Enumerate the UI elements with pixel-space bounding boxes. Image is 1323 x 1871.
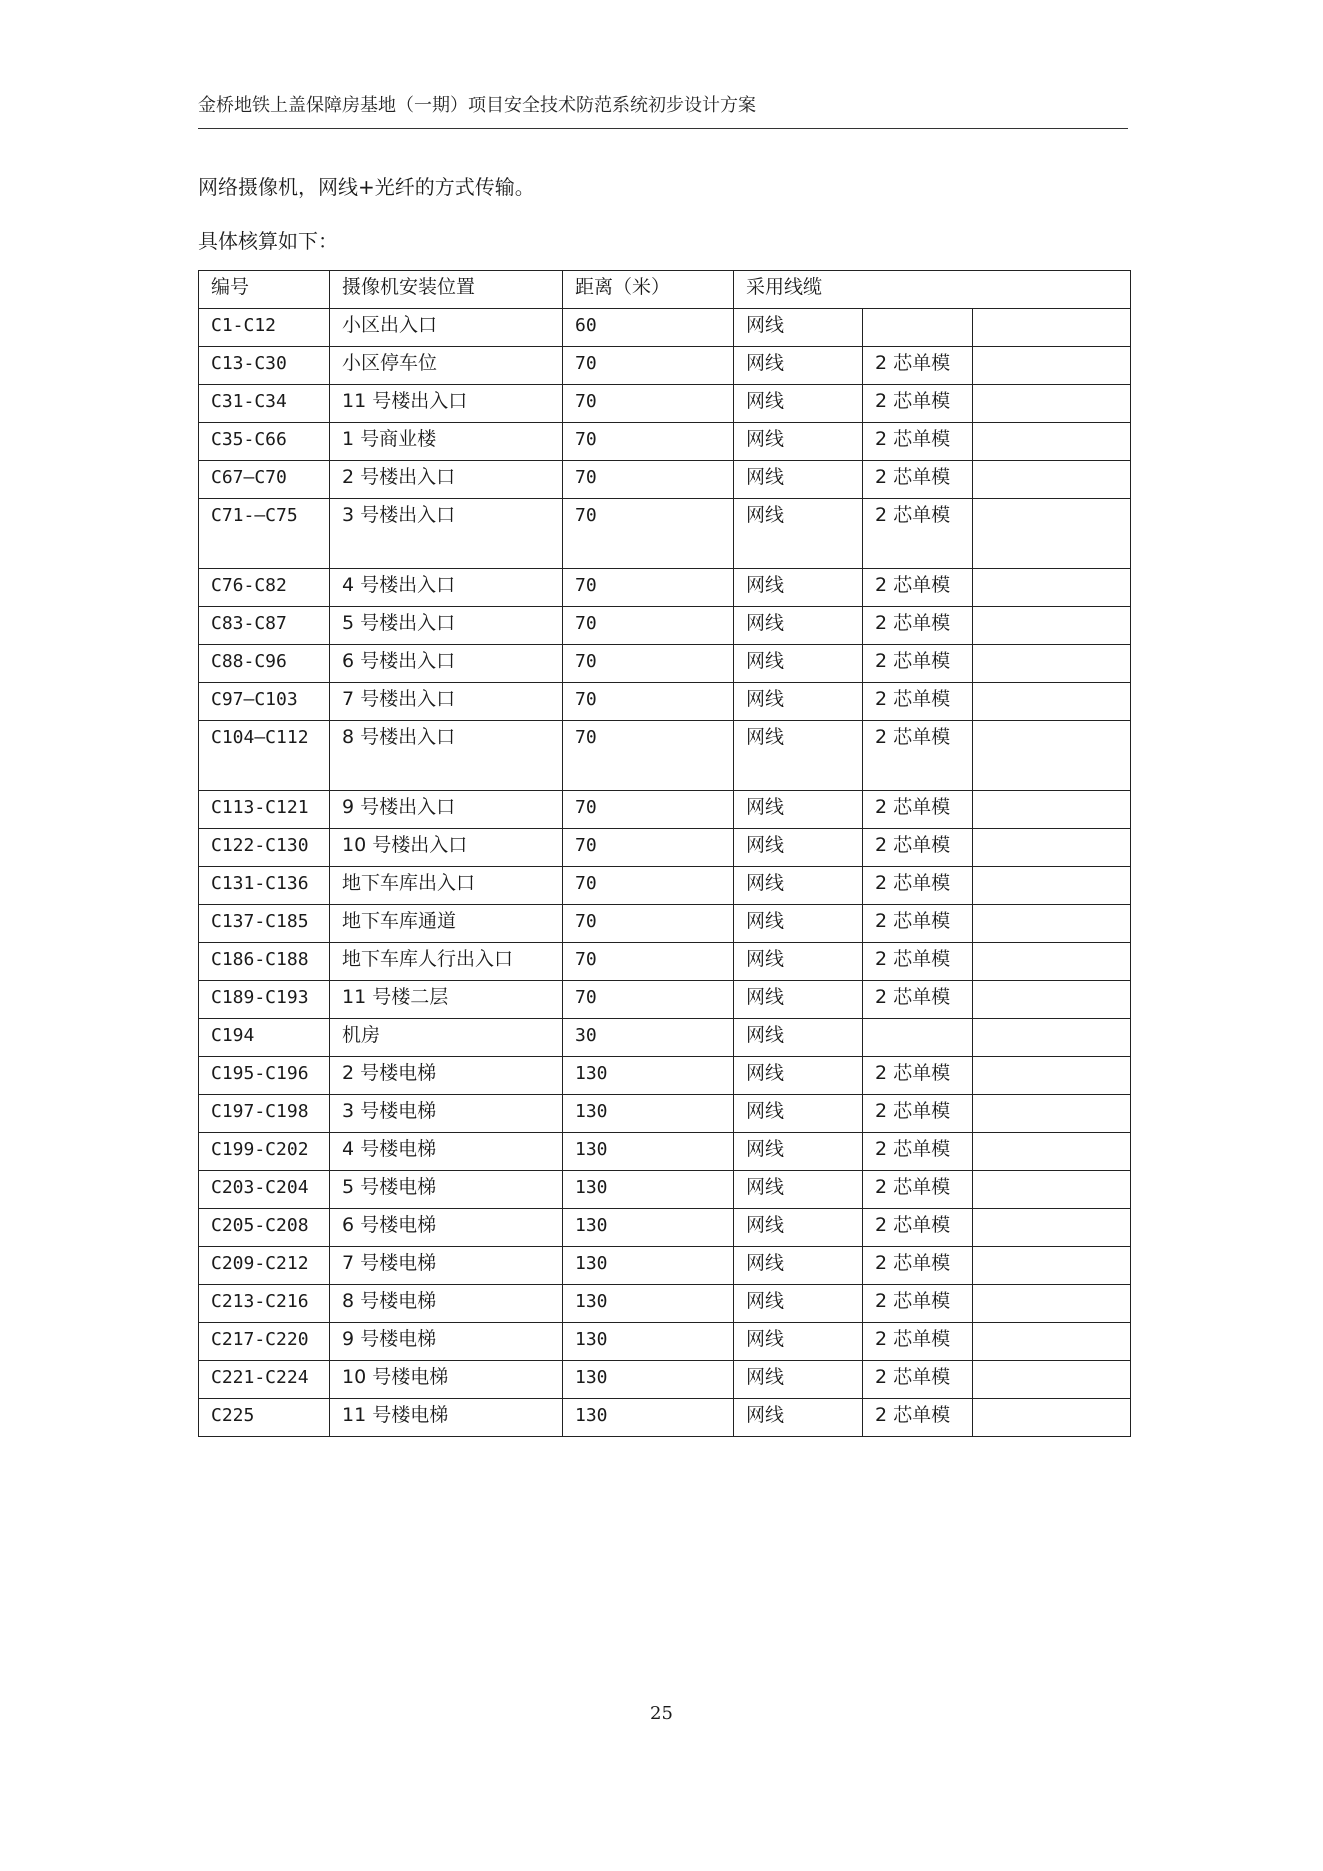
cell-fiber: 2 芯单模	[863, 1133, 973, 1171]
intro-paragraph: 网络摄像机，网线+光纤的方式传输。	[198, 175, 535, 199]
cell-empty	[973, 423, 1131, 461]
cell-location: 地下车库通道	[330, 905, 563, 943]
cell-cable: 网线	[734, 347, 863, 385]
cell-empty	[973, 309, 1131, 347]
cell-fiber: 2 芯单模	[863, 461, 973, 499]
table-row	[199, 645, 1131, 683]
cell-empty	[973, 721, 1131, 791]
cell-empty	[973, 829, 1131, 867]
cell-distance: 130	[563, 1095, 734, 1133]
cell-code: C213-C216	[199, 1285, 330, 1323]
table-row	[199, 1247, 1131, 1285]
cell-distance: 70	[563, 905, 734, 943]
cell-cable: 网线	[734, 385, 863, 423]
cell-location: 4 号楼出入口	[330, 569, 563, 607]
table-row	[199, 569, 1131, 607]
cell-fiber: 2 芯单模	[863, 1095, 973, 1133]
cell-code: C31-C34	[199, 385, 330, 423]
cell-empty	[973, 867, 1131, 905]
table-row	[199, 1399, 1131, 1437]
cell-location: 5 号楼出入口	[330, 607, 563, 645]
cell-code: C225	[199, 1399, 330, 1437]
cell-distance: 70	[563, 607, 734, 645]
cell-code: C97—C103	[199, 683, 330, 721]
cell-location: 10 号楼出入口	[330, 829, 563, 867]
cell-distance: 70	[563, 385, 734, 423]
cell-fiber: 2 芯单模	[863, 791, 973, 829]
cell-distance: 130	[563, 1133, 734, 1171]
cell-cable: 网线	[734, 721, 863, 791]
table-row	[199, 721, 1131, 791]
table-row	[199, 499, 1131, 569]
cell-code: C137-C185	[199, 905, 330, 943]
cell-distance: 70	[563, 423, 734, 461]
cell-cable: 网线	[734, 499, 863, 569]
cell-fiber	[863, 309, 973, 347]
cell-empty	[973, 569, 1131, 607]
cell-location: 小区出入口	[330, 309, 563, 347]
table-body	[199, 309, 1131, 1437]
cell-location: 机房	[330, 1019, 563, 1057]
cell-cable: 网线	[734, 1019, 863, 1057]
cell-code: C195-C196	[199, 1057, 330, 1095]
calc-intro-paragraph: 具体核算如下：	[198, 229, 338, 253]
cell-fiber: 2 芯单模	[863, 385, 973, 423]
cell-distance: 60	[563, 309, 734, 347]
cell-location: 5 号楼电梯	[330, 1171, 563, 1209]
header-distance: 距离（米）	[563, 271, 734, 309]
table-row	[199, 1171, 1131, 1209]
cell-empty	[973, 607, 1131, 645]
cell-empty	[973, 1399, 1131, 1437]
cell-cable: 网线	[734, 829, 863, 867]
cell-distance: 70	[563, 645, 734, 683]
cell-cable: 网线	[734, 1133, 863, 1171]
table-header-row	[199, 271, 1131, 309]
table-row	[199, 385, 1131, 423]
cell-empty	[973, 1171, 1131, 1209]
table-row	[199, 981, 1131, 1019]
table-row	[199, 1323, 1131, 1361]
cell-fiber: 2 芯单模	[863, 423, 973, 461]
cell-location: 3 号楼电梯	[330, 1095, 563, 1133]
cell-distance: 130	[563, 1399, 734, 1437]
cell-code	[199, 721, 330, 791]
cell-location: 地下车库人行出入口	[330, 943, 563, 981]
cell-location: 1 号商业楼	[330, 423, 563, 461]
cell-code: C35-C66	[199, 423, 330, 461]
cell-empty	[973, 1133, 1131, 1171]
cell-distance: 70	[563, 829, 734, 867]
table-row	[199, 943, 1131, 981]
cell-code: C88-C96	[199, 645, 330, 683]
cell-fiber: 2 芯单模	[863, 905, 973, 943]
cell-empty	[973, 981, 1131, 1019]
cell-fiber: 2 芯单模	[863, 347, 973, 385]
cell-cable: 网线	[734, 981, 863, 1019]
cell-fiber: 2 芯单模	[863, 943, 973, 981]
cell-fiber: 2 芯单模	[863, 1361, 973, 1399]
cell-code: C203-C204	[199, 1171, 330, 1209]
cell-code: C194	[199, 1019, 330, 1057]
cell-empty	[973, 1361, 1131, 1399]
cell-location: 9 号楼出入口	[330, 791, 563, 829]
cell-distance: 70	[563, 461, 734, 499]
cell-fiber: 2 芯单模	[863, 1057, 973, 1095]
cell-distance: 70	[563, 721, 734, 791]
cell-location: 2 号楼电梯	[330, 1057, 563, 1095]
cell-empty	[973, 791, 1131, 829]
table-row	[199, 461, 1131, 499]
cell-cable: 网线	[734, 1399, 863, 1437]
cell-cable: 网线	[734, 1285, 863, 1323]
table-row	[199, 423, 1131, 461]
cell-cable: 网线	[734, 423, 863, 461]
cell-location: 11 号楼二层	[330, 981, 563, 1019]
cell-code: C1-C12	[199, 309, 330, 347]
cell-distance: 130	[563, 1285, 734, 1323]
cell-code: C186-C188	[199, 943, 330, 981]
cell-code: C13-C30	[199, 347, 330, 385]
header-divider	[198, 128, 1128, 129]
table-row	[199, 1057, 1131, 1095]
cell-location: 11 号楼出入口	[330, 385, 563, 423]
cell-code: C67—C70	[199, 461, 330, 499]
cell-fiber: 2 芯单模	[863, 1209, 973, 1247]
cell-distance: 70	[563, 347, 734, 385]
cell-cable: 网线	[734, 461, 863, 499]
cell-cable: 网线	[734, 1171, 863, 1209]
cell-fiber: 2 芯单模	[863, 683, 973, 721]
cell-fiber: 2 芯单模	[863, 1171, 973, 1209]
cell-distance: 130	[563, 1247, 734, 1285]
cell-empty	[973, 461, 1131, 499]
cell-empty	[973, 1209, 1131, 1247]
table-row	[199, 1133, 1131, 1171]
cell-distance: 130	[563, 1057, 734, 1095]
cell-code: C221-C224	[199, 1361, 330, 1399]
table-row	[199, 607, 1131, 645]
cell-empty	[973, 1019, 1131, 1057]
cell-location: 4 号楼电梯	[330, 1133, 563, 1171]
cell-distance: 70	[563, 867, 734, 905]
cell-location: 3 号楼出入口	[330, 499, 563, 569]
cell-empty	[973, 943, 1131, 981]
cell-fiber: 2 芯单模	[863, 867, 973, 905]
cell-location: 9 号楼电梯	[330, 1323, 563, 1361]
table-row	[199, 1361, 1131, 1399]
cell-code: C189-C193	[199, 981, 330, 1019]
cell-cable: 网线	[734, 1095, 863, 1133]
cell-code: C131-C136	[199, 867, 330, 905]
cell-cable: 网线	[734, 683, 863, 721]
cell-distance: 30	[563, 1019, 734, 1057]
cell-fiber: 2 芯单模	[863, 1247, 973, 1285]
cell-cable: 网线	[734, 645, 863, 683]
cell-code: C205-C208	[199, 1209, 330, 1247]
cell-cable: 网线	[734, 905, 863, 943]
table-row	[199, 791, 1131, 829]
cell-cable: 网线	[734, 309, 863, 347]
cell-location: 2 号楼出入口	[330, 461, 563, 499]
cell-empty	[973, 1247, 1131, 1285]
cell-cable: 网线	[734, 1247, 863, 1285]
cell-cable: 网线	[734, 791, 863, 829]
cell-distance: 130	[563, 1171, 734, 1209]
cell-cable: 网线	[734, 1323, 863, 1361]
cell-location: 7 号楼出入口	[330, 683, 563, 721]
cell-empty	[973, 1285, 1131, 1323]
cell-fiber: 2 芯单模	[863, 1285, 973, 1323]
cell-distance: 130	[563, 1209, 734, 1247]
cell-distance: 70	[563, 683, 734, 721]
header-cable: 采用线缆	[734, 271, 1131, 309]
cell-empty	[973, 683, 1131, 721]
cell-location: 7 号楼电梯	[330, 1247, 563, 1285]
cell-cable: 网线	[734, 1209, 863, 1247]
cell-location: 6 号楼电梯	[330, 1209, 563, 1247]
cell-distance: 130	[563, 1323, 734, 1361]
cell-code: C83-C87	[199, 607, 330, 645]
table-row	[199, 309, 1131, 347]
cell-code: C71-—C75	[199, 499, 330, 569]
cell-location: 地下车库出入口	[330, 867, 563, 905]
cell-fiber: 2 芯单模	[863, 1323, 973, 1361]
cell-location: 10 号楼电梯	[330, 1361, 563, 1399]
table-row	[199, 1209, 1131, 1247]
cell-code: C113-C121	[199, 791, 330, 829]
cell-empty	[973, 385, 1131, 423]
cell-fiber: 2 芯单模	[863, 721, 973, 791]
cell-cable: 网线	[734, 1361, 863, 1399]
cell-distance: 70	[563, 791, 734, 829]
cell-fiber: 2 芯单模	[863, 499, 973, 569]
header-location: 摄像机安装位置	[330, 271, 563, 309]
header-code: 编号	[199, 271, 330, 309]
cell-location: 8 号楼出入口	[330, 721, 563, 791]
table-row	[199, 683, 1131, 721]
cell-empty	[973, 347, 1131, 385]
table-row	[199, 1095, 1131, 1133]
cell-cable: 网线	[734, 569, 863, 607]
table-row	[199, 347, 1131, 385]
cell-fiber: 2 芯单模	[863, 569, 973, 607]
cell-distance: 70	[563, 943, 734, 981]
cell-fiber: 2 芯单模	[863, 981, 973, 1019]
cell-distance: 70	[563, 569, 734, 607]
cell-code: C217-C220	[199, 1323, 330, 1361]
cell-cable: 网线	[734, 1057, 863, 1095]
cell-cable: 网线	[734, 943, 863, 981]
cell-cable: 网线	[734, 867, 863, 905]
page-number: 25	[650, 1703, 673, 1724]
cell-location: 6 号楼出入口	[330, 645, 563, 683]
cell-empty	[973, 1095, 1131, 1133]
cell-empty	[973, 905, 1131, 943]
cell-code: C197-C198	[199, 1095, 330, 1133]
table-row	[199, 905, 1131, 943]
cell-empty	[973, 1323, 1131, 1361]
cell-fiber: 2 芯单模	[863, 607, 973, 645]
cell-distance: 70	[563, 981, 734, 1019]
cell-code: C199-C202	[199, 1133, 330, 1171]
cell-empty	[973, 499, 1131, 569]
cell-fiber	[863, 1019, 973, 1057]
cell-location: 小区停车位	[330, 347, 563, 385]
table-row	[199, 1019, 1131, 1057]
page-header-title: 金桥地铁上盖保障房基地（一期）项目安全技术防范系统初步设计方案	[198, 95, 756, 116]
cell-location: 8 号楼电梯	[330, 1285, 563, 1323]
cell-code: C122-C130	[199, 829, 330, 867]
cell-code: C209-C212	[199, 1247, 330, 1285]
cell-distance: 70	[563, 499, 734, 569]
cell-empty	[973, 1057, 1131, 1095]
cell-cable: 网线	[734, 607, 863, 645]
table-row	[199, 1285, 1131, 1323]
table-row	[199, 867, 1131, 905]
cell-location: 11 号楼电梯	[330, 1399, 563, 1437]
cell-fiber: 2 芯单模	[863, 829, 973, 867]
cell-empty	[973, 645, 1131, 683]
cell-fiber: 2 芯单模	[863, 1399, 973, 1437]
cell-distance: 130	[563, 1361, 734, 1399]
cell-fiber: 2 芯单模	[863, 645, 973, 683]
cell-code-text: C104—C112	[211, 727, 309, 748]
camera-cable-table	[198, 270, 1131, 1437]
cell-code: C76-C82	[199, 569, 330, 607]
table-row	[199, 829, 1131, 867]
